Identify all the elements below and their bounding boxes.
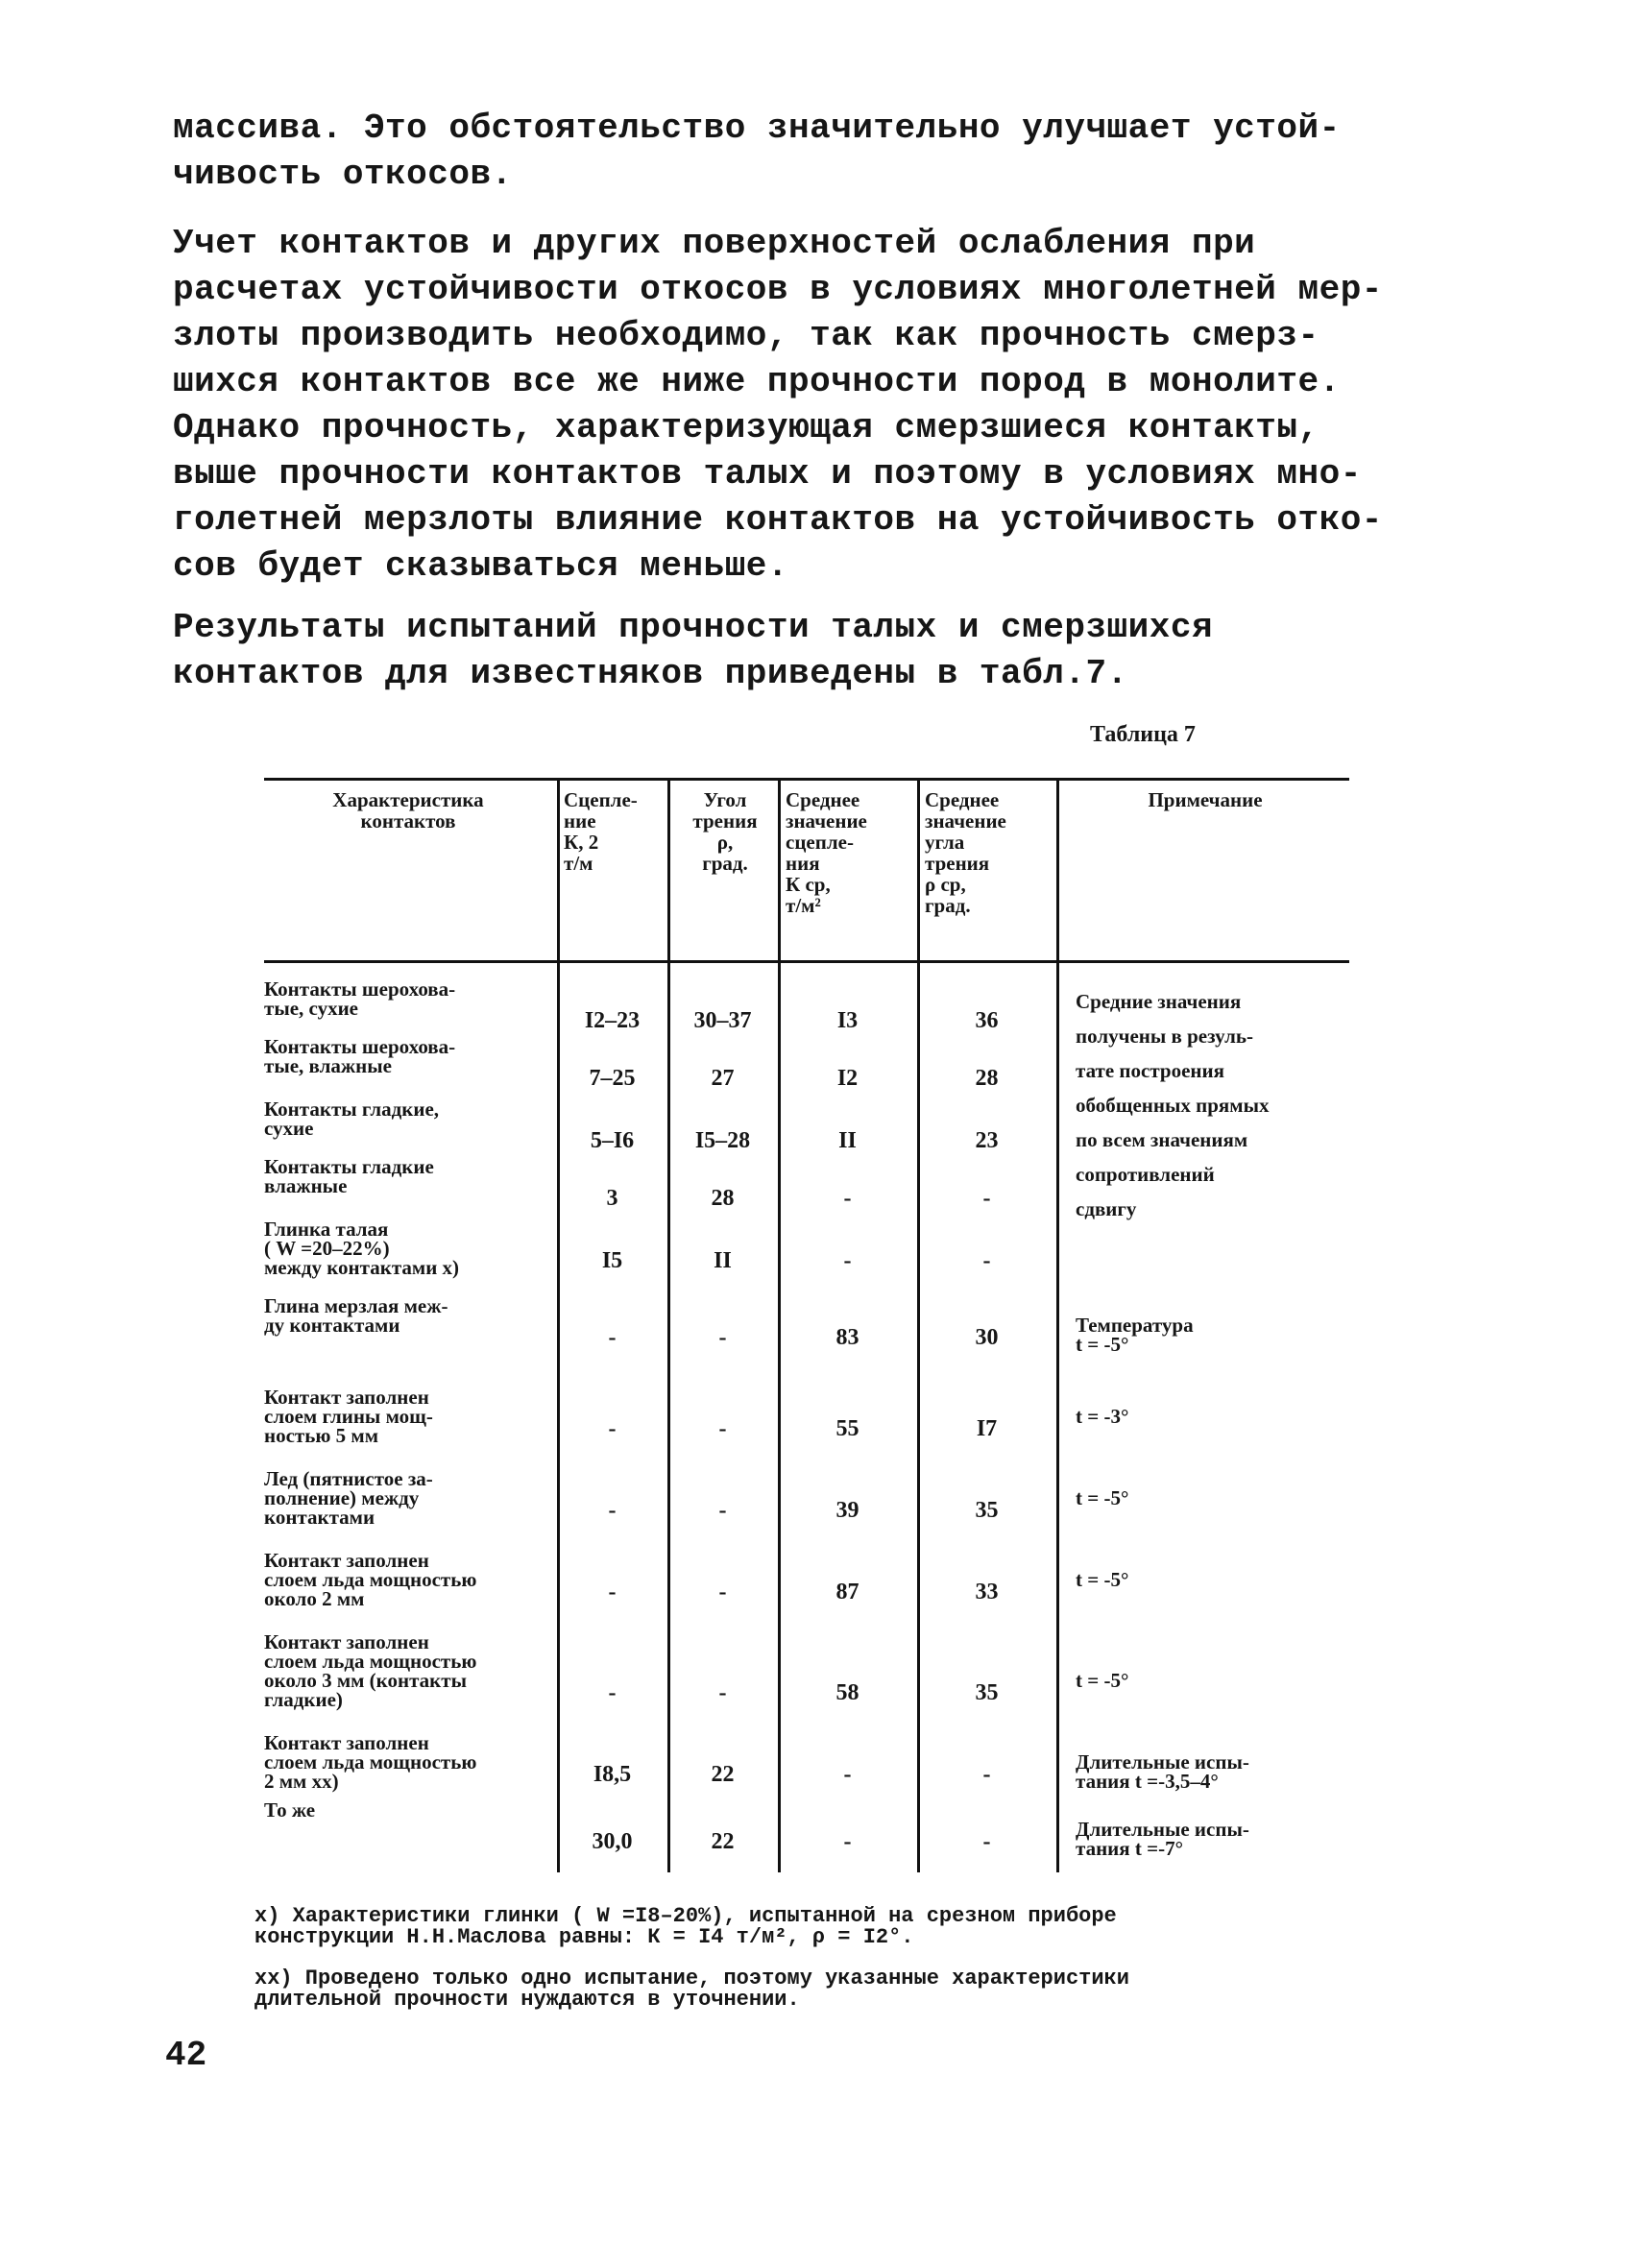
cell-note: t = -5° <box>1076 1568 1129 1591</box>
cell-friction-angle: II <box>714 1248 732 1273</box>
table-row <box>264 1157 1349 1215</box>
cell-cohesion: 3 <box>606 1186 618 1211</box>
cell-avg-friction: 35 <box>975 1498 999 1523</box>
header-avg-friction: Среднее значение угла трения ρ ср, град. <box>925 788 1006 917</box>
cell-avg-friction: I7 <box>976 1416 998 1441</box>
cell-avg-cohesion: - <box>843 1248 852 1273</box>
cell-note: Длительные испы- тания t =-7° <box>1076 1818 1249 1860</box>
cell-avg-friction: - <box>982 1248 991 1273</box>
data-table <box>264 778 1349 1872</box>
cell-cohesion: 30,0 <box>592 1829 633 1854</box>
cell-cohesion: - <box>608 1498 617 1523</box>
cell-avg-friction: - <box>982 1186 991 1211</box>
table-row <box>264 1469 1349 1527</box>
cell-cohesion: - <box>608 1580 617 1604</box>
cell-note: Температура t = -5° <box>1076 1314 1194 1356</box>
table-caption: Таблица 7 <box>1090 722 1196 747</box>
header-avg-cohesion: Среднее значение сцепле- ния К ср, т/м² <box>786 788 867 917</box>
cell-cohesion: - <box>608 1325 617 1350</box>
table-row <box>264 1800 1349 1858</box>
paragraph-2: Учет контактов и других поверхностей ослабления при расчетах устойчивости откосов в условиях многолетней мер- злоты производить необходимо, так как прочность смерз- шихся контактов все же ниже прочности пород в монолите. Однако прочность, характеризующая смерзшиеся контакты, выше прочности контактов талых и поэтому в условиях мно- голетней мерзлоты влияние контактов на устойчивость отко- сов будет сказываться меньше. <box>173 224 1383 586</box>
cell-avg-cohesion: I2 <box>836 1066 859 1091</box>
cell-friction-angle: - <box>718 1498 727 1523</box>
cell-note: t = -5° <box>1076 1486 1129 1509</box>
cell-characteristic: Контакты гладкие влажные <box>264 1155 434 1197</box>
table-row <box>264 1387 1349 1445</box>
table-row <box>264 1037 1349 1095</box>
cell-avg-cohesion: - <box>843 1762 852 1787</box>
shared-note: Средние значения получены в резуль- тате построения обобщенных прямых по всем значениям сопротивлений сдвигу <box>1076 990 1270 1220</box>
cell-cohesion: I8,5 <box>593 1762 632 1787</box>
table-row <box>264 979 1349 1037</box>
cell-friction-angle: - <box>718 1680 727 1705</box>
table-top-rule <box>264 778 1349 781</box>
cell-avg-cohesion: I3 <box>836 1008 859 1033</box>
cell-avg-friction: 35 <box>975 1680 999 1705</box>
header-friction-angle: Угол трения ρ, град. <box>692 788 758 875</box>
table-row <box>264 1551 1349 1608</box>
cell-friction-angle: 22 <box>711 1829 735 1854</box>
cell-characteristic: Глина мерзлая меж- ду контактами <box>264 1294 448 1337</box>
cell-avg-friction: 28 <box>975 1066 999 1091</box>
table-row <box>264 1632 1349 1709</box>
cell-characteristic: Контакты шерохова- тые, влажные <box>264 1035 456 1077</box>
header-characteristic: Характеристика контактов <box>332 788 484 832</box>
cell-avg-friction: 23 <box>975 1128 999 1153</box>
cell-avg-friction: 30 <box>975 1325 999 1350</box>
cell-note: t = -5° <box>1076 1669 1129 1692</box>
cell-characteristic: Лед (пятнистое за- полнение) между контактами <box>264 1467 433 1529</box>
cell-avg-friction: 33 <box>975 1580 999 1604</box>
cell-characteristic: Глинка талая ( W =20–22%) между контактами х) <box>264 1218 460 1279</box>
cell-note: Длительные испы- тания t =-3,5–4° <box>1076 1750 1249 1793</box>
cell-characteristic: Контакты гладкие, сухие <box>264 1098 440 1140</box>
table-row <box>264 1099 1349 1157</box>
cell-note: t = -3° <box>1076 1405 1129 1428</box>
cell-friction-angle: 28 <box>711 1186 735 1211</box>
cell-friction-angle: - <box>718 1325 727 1350</box>
table-row <box>264 1296 1349 1354</box>
header-note: Примечание <box>1148 788 1263 811</box>
cell-characteristic: Контакт заполнен слоем льда мощностью 2 мм хх) <box>264 1731 477 1793</box>
footnote-2: хх) Проведено только одно испытание, поэтому указанные характеристики длительной прочности нуждаются в уточнении. <box>254 1966 1129 2012</box>
footnote-1: х) Характеристики глинки ( W =I8–20%), испытанной на срезном приборе конструкции Н.Н.Маслова равны: К = I4 т/м², ρ = I2°. <box>254 1904 1117 1949</box>
header-cohesion: Сцепле- ние К, 2 т/м <box>564 788 638 875</box>
cell-cohesion: - <box>608 1680 617 1705</box>
cell-characteristic: Контакты шерохова- тые, сухие <box>264 977 456 1020</box>
cell-friction-angle: I5–28 <box>694 1128 751 1153</box>
cell-cohesion: I5 <box>601 1248 623 1273</box>
table-header-rule <box>264 960 1349 963</box>
cell-avg-cohesion: 58 <box>835 1680 859 1705</box>
cell-friction-angle: 30–37 <box>693 1008 752 1033</box>
cell-avg-cohesion: - <box>843 1186 852 1211</box>
cell-avg-cohesion: 87 <box>835 1580 859 1604</box>
cell-cohesion: I2–23 <box>584 1008 641 1033</box>
cell-characteristic: Контакт заполнен слоем льда мощностью около 2 мм <box>264 1549 477 1610</box>
paragraph-3: Результаты испытаний прочности талых и смерзшихся контактов для известняков приведены в табл.7. <box>173 608 1214 693</box>
table-row <box>264 1219 1349 1277</box>
cell-characteristic: Контакт заполнен слоем глины мощ- ностью 5 мм <box>264 1386 433 1447</box>
cell-avg-friction: - <box>982 1762 991 1787</box>
cell-friction-angle: 22 <box>711 1762 735 1787</box>
cell-cohesion: 7–25 <box>589 1066 636 1091</box>
cell-avg-cohesion: 39 <box>835 1498 859 1523</box>
cell-avg-cohesion: II <box>838 1128 857 1153</box>
cell-avg-friction: - <box>982 1829 991 1854</box>
cell-friction-angle: - <box>718 1416 727 1441</box>
cell-avg-cohesion: - <box>843 1829 852 1854</box>
cell-avg-friction: 36 <box>975 1008 999 1033</box>
table-row <box>264 1733 1349 1791</box>
cell-cohesion: 5–I6 <box>590 1128 635 1153</box>
cell-cohesion: - <box>608 1416 617 1441</box>
page-number: 42 <box>165 2036 207 2075</box>
cell-characteristic: То же <box>264 1798 316 1822</box>
cell-avg-cohesion: 83 <box>835 1325 859 1350</box>
cell-friction-angle: - <box>718 1580 727 1604</box>
cell-characteristic: Контакт заполнен слоем льда мощностью около 3 мм (контакты гладкие) <box>264 1630 477 1711</box>
paragraph-1: массива. Это обстоятельство значительно улучшает устой- чивость откосов. <box>173 109 1341 194</box>
cell-friction-angle: 27 <box>711 1066 735 1091</box>
cell-avg-cohesion: 55 <box>835 1416 859 1441</box>
